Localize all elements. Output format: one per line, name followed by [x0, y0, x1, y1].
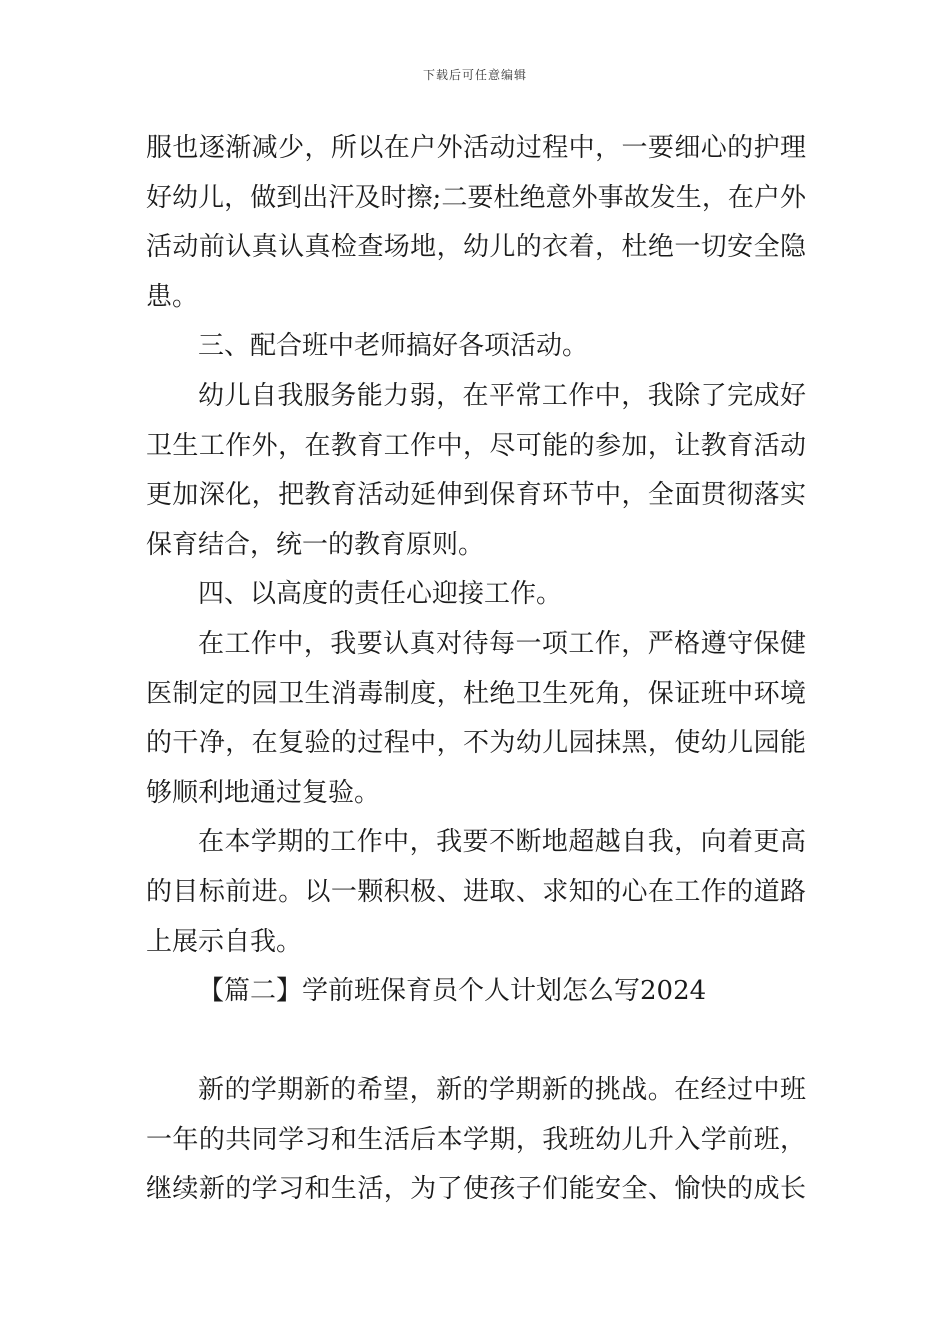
text-line: 卫生工作外，在教育工作中，尽可能的参加，让教育活动 — [146, 430, 806, 461]
document-body — [146, 124, 806, 1215]
page-header: 下载后可任意编辑 — [422, 68, 527, 82]
text-line: 上展示自我。 — [146, 926, 303, 957]
text-line: 继续新的学习和生活，为了使孩子们能安全、愉快的成长 — [146, 1174, 806, 1205]
text-line: 的目标前进。以一颗积极、进取、求知的心在工作的道路 — [146, 876, 806, 907]
blank-line — [146, 1017, 806, 1067]
text-line: 新的学期新的希望，新的学期新的挑战。在经过中班 — [198, 1075, 806, 1106]
text-line: 幼儿自我服务能力弱，在平常工作中，我除了完成好 — [198, 380, 806, 411]
text-line: 在本学期的工作中，我要不断地超越自我，向着更高 — [198, 827, 806, 858]
text-line: 一年的共同学习和生活后本学期，我班幼儿升入学前班， — [146, 1124, 806, 1155]
text-line: 医制定的园卫生消毒制度，杜绝卫生死角，保证班中环境 — [146, 678, 806, 709]
text-line: 活动前认真认真检查场地，幼儿的衣着，杜绝一切安全隐 — [146, 232, 806, 263]
text-line: 在工作中，我要认真对待每一项工作，严格遵守保健 — [198, 628, 806, 659]
text-line: 好幼儿，做到出汗及时擦;二要杜绝意外事故发生，在户外 — [146, 182, 806, 213]
text-line: 【篇二】学前班保育员个人计划怎么写2024 — [198, 976, 707, 1007]
text-line: 的干净，在复验的过程中，不为幼儿园抹黑，使幼儿园能 — [146, 728, 806, 759]
text-line: 服也逐渐减少，所以在户外活动过程中，一要细心的护理 — [146, 133, 806, 163]
text-line: 四、以高度的责任心迎接工作。 — [198, 579, 563, 610]
text-line: 三、配合班中老师搞好各项活动。 — [198, 331, 589, 362]
text-line: 患。 — [146, 281, 199, 312]
text-line: 保育结合，统一的教育原则。 — [146, 529, 485, 560]
text-line: 更加深化，把教育活动延伸到保育环节中，全面贯彻落实 — [146, 480, 806, 511]
text-line: 够顺利地通过复验。 — [146, 777, 381, 808]
